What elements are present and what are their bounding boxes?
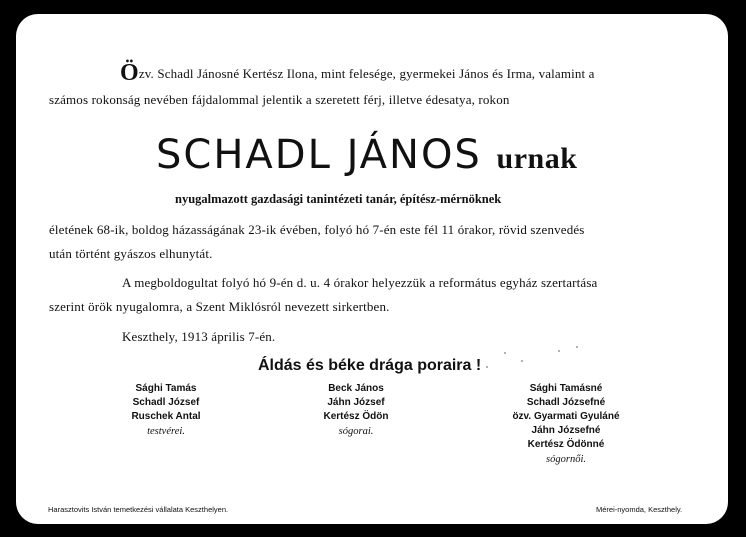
mourner-group-sisters-in-law	[486, 382, 646, 467]
blessing-line: Áldás és béke drága poraira !	[258, 357, 482, 374]
deceased-name-heading	[156, 132, 577, 178]
speckle	[576, 346, 578, 348]
mourner-name: Jáhn Józsefné	[531, 425, 601, 436]
occupation-line: nyugalmazott gazdasági tanintézeti tanár, építész-mérnöknek	[175, 192, 502, 206]
speckle	[558, 350, 560, 352]
speckle	[504, 352, 506, 354]
speckle	[486, 366, 488, 368]
mourner-name: özv. Gyarmati Gyuláné	[512, 411, 620, 422]
mourner-name: Ruschek Antal	[131, 411, 201, 422]
footer-undertaker: Harasztovits István temetkezési vállalata Keszthelyen.	[48, 505, 229, 514]
speckle	[521, 360, 523, 362]
mourner-name: Kertész Ödön	[323, 411, 389, 422]
mourner-name: Sághi Tamásné	[529, 383, 603, 394]
death-notice-line-1: életének 68-ik, boldog házasságának 23-ik évében, folyó hó 7-én este fél 11 órakor, rövid szenvedés	[49, 222, 585, 237]
mourner-name: Kertész Ödönné	[527, 439, 605, 450]
intro-line-2: számos rokonság nevében fájdalommal jelentik a szeretett férj, illetve édesatya, rokon	[49, 92, 510, 107]
mourner-role: sógornői.	[546, 454, 586, 465]
deceased-name: SCHADL JÁNOS	[156, 132, 482, 178]
burial-line-2: szerint örök nyugalomra, a Szent Miklósról nevezett sirkertben.	[49, 299, 390, 314]
initial-letter: Ö	[120, 60, 139, 86]
obituary-card	[16, 14, 728, 524]
name-suffix: urnak	[496, 142, 578, 175]
intro-line-1	[120, 60, 595, 87]
burial-line-1: A megboldogultat folyó hó 9-én d. u. 4 órakor helyezzük a református egyház szertartása	[122, 275, 598, 290]
mourner-group-siblings	[96, 382, 236, 439]
mourner-name: Sághi Tamás	[135, 383, 197, 394]
intro-line-1-text: zv. Schadl Jánosné Kertész Ilona, mint felesége, gyermekei János és Irma, valamint a	[138, 66, 595, 81]
mourner-role: testvérei.	[147, 426, 185, 437]
mourner-role: sógorai.	[338, 426, 374, 437]
date-line: Keszthely, 1913 április 7-én.	[122, 329, 276, 344]
mourner-group-brothers-in-law	[286, 382, 426, 439]
mourner-name: Schadl Józsefné	[526, 397, 606, 408]
mourner-name: Schadl József	[132, 397, 200, 408]
footer-printer: Mérei-nyomda, Keszthely.	[596, 505, 683, 514]
mourner-name: Jáhn József	[327, 397, 385, 408]
death-notice-line-2: után történt gyászos elhunytát.	[49, 246, 213, 261]
mourner-name: Beck János	[328, 383, 384, 394]
